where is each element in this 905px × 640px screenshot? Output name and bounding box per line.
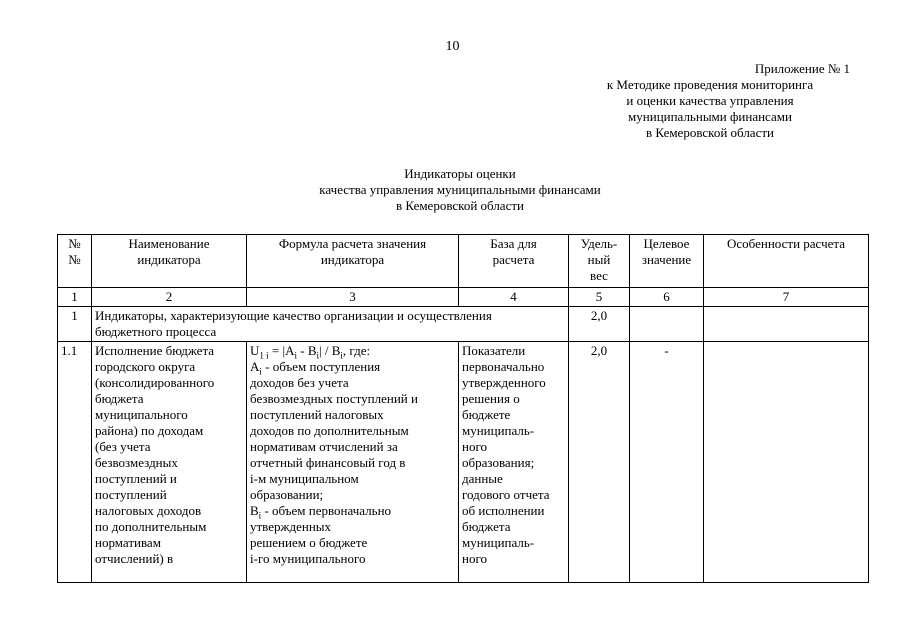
header-base: База для расчета <box>459 235 569 288</box>
appendix-line: в Кемеровской области <box>646 125 774 140</box>
row-base: Показатели первоначально утвержденного решения о бюджете муниципаль- ного образования; данные годового отчета об исполнении бюджета муниципаль- ного <box>459 342 569 583</box>
column-number: 6 <box>630 288 704 307</box>
page-number: 10 <box>445 39 460 54</box>
title-line: Индикаторы оценки <box>404 166 516 181</box>
section-features <box>704 307 869 342</box>
column-number-row <box>58 288 869 307</box>
row-formula: $U_{1 i} = |A_i - B_i| / B_i$, где: $A_i$ - объем поступления доходов без учета безвозмездных поступлений и поступлений налоговых доходов по дополнительным нормативам отчислений за отчетный финансовый год в i-м муниципальном образовании; $B_i$ - объем первоначально утвержденных решением о бюджете i-го муниципального <box>247 342 459 583</box>
row-indicator-name: Исполнение бюджета городского округа (консолидированного бюджета муниципального района) по доходам (без учета безвозмездных поступлений и поступлений налоговых доходов по дополнительным нормативам отчислений) в <box>92 342 247 583</box>
column-number: 2 <box>92 288 247 307</box>
section-num: 1 <box>58 307 92 342</box>
formula-line: $U_{1 i} = |A_i - B_i| / B_i$, где: <box>250 343 371 361</box>
column-number: 3 <box>247 288 459 307</box>
column-number: 1 <box>58 288 92 307</box>
appendix-line: к Методике проведения мониторинга <box>606 77 814 92</box>
header-num: № № <box>58 235 92 288</box>
section-target <box>630 307 704 342</box>
table-header-row <box>58 235 869 288</box>
appendix-line: муниципальными финансами <box>628 109 792 124</box>
header-features: Особенности расчета <box>704 235 869 288</box>
row-target: - <box>630 342 704 583</box>
column-number: 4 <box>459 288 569 307</box>
row-features <box>704 342 869 583</box>
header-weight: Удель- ный вес <box>569 235 630 288</box>
header-target: Целевое значение <box>630 235 704 288</box>
column-number: 7 <box>704 288 869 307</box>
section-row <box>58 307 869 342</box>
row-num: 1.1 <box>58 342 92 583</box>
header-formula: Формула расчета значения индикатора <box>247 235 459 288</box>
section-name: Индикаторы, характеризующие качество организации и осуществления бюджетного процесса <box>92 307 569 342</box>
table-row <box>58 342 869 583</box>
formula-b-definition: $B_i$ - объем первоначально <box>250 503 392 521</box>
formula-a-definition: $A_i$ - объем поступления <box>250 359 381 377</box>
column-number: 5 <box>569 288 630 307</box>
appendix-header <box>560 61 860 141</box>
title-line: качества управления муниципальными финансами <box>319 182 601 197</box>
section-weight: 2,0 <box>569 307 630 342</box>
appendix-line: Приложение № 1 <box>754 61 850 76</box>
appendix-line: и оценки качества управления <box>626 93 794 108</box>
row-weight: 2,0 <box>569 342 630 583</box>
document-title <box>160 166 760 214</box>
title-line: в Кемеровской области <box>396 198 524 213</box>
header-name: Наименование индикатора <box>92 235 247 288</box>
indicators-table <box>57 234 869 583</box>
